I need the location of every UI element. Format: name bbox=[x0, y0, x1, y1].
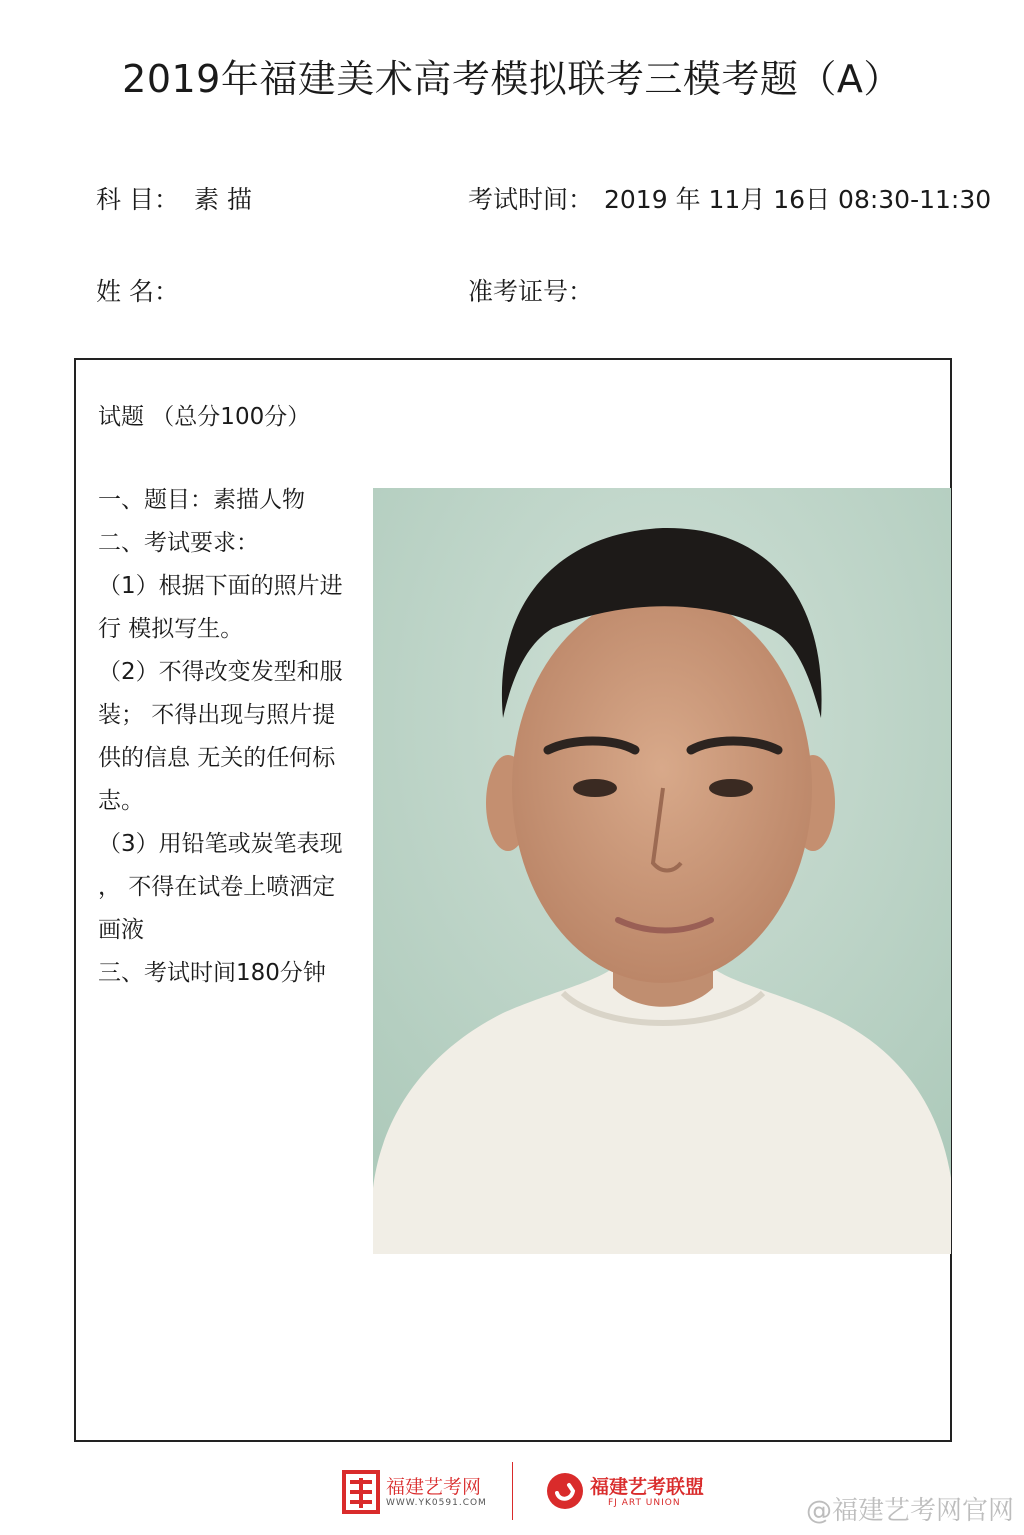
footer-divider bbox=[512, 1462, 513, 1520]
yk0591-logo-cn: 福建艺考网 bbox=[386, 1476, 482, 1498]
subject-label: 科 目： bbox=[96, 185, 179, 214]
requirement-line: （1）根据下面的照片进 bbox=[98, 573, 343, 599]
fj-art-union-cn: 福建艺考联盟 bbox=[590, 1476, 705, 1498]
portrait-illustration bbox=[373, 488, 951, 1254]
reference-photo bbox=[373, 488, 951, 1254]
weibo-watermark: @福建艺考网官网 bbox=[805, 1496, 1014, 1526]
subject-value: 素 描 bbox=[194, 185, 252, 214]
page-title: 2019年福建美术高考模拟联考三模考题（A） bbox=[122, 57, 902, 101]
fj-art-union-circle-icon bbox=[546, 1472, 584, 1510]
ticket-number-label: 准考证号： bbox=[468, 277, 594, 306]
exam-time-value: 2019 年 11月 16日 08:30-11:30 bbox=[604, 185, 992, 214]
requirement-line: （2）不得改变发型和服 bbox=[98, 659, 343, 685]
requirement-line: 一、题目：素描人物 bbox=[98, 487, 305, 513]
requirement-line: 画液 bbox=[98, 917, 144, 943]
requirement-line: 装； 不得出现与照片提 bbox=[98, 702, 336, 728]
requirement-line: 三、考试时间180分钟 bbox=[98, 960, 326, 986]
requirement-line: ， 不得在试卷上喷洒定 bbox=[98, 874, 336, 900]
requirement-line: （3）用铅笔或炭笔表现 bbox=[98, 831, 343, 857]
name-label: 姓 名： bbox=[96, 277, 179, 306]
yk0591-logo bbox=[342, 1468, 502, 1518]
exam-box bbox=[74, 358, 952, 1442]
yk0591-seal-icon bbox=[342, 1470, 380, 1514]
fj-art-union-en: FJ ART UNION bbox=[608, 1498, 681, 1508]
exam-time-label: 考试时间： bbox=[468, 185, 594, 214]
requirement-line: 行 模拟写生。 bbox=[98, 616, 244, 642]
yk0591-logo-url: WWW.YK0591.COM bbox=[386, 1498, 487, 1508]
requirement-line: 供的信息 无关的任何标 bbox=[98, 745, 336, 771]
requirement-line: 志。 bbox=[98, 788, 144, 814]
exam-heading: 试题 （总分100分） bbox=[98, 404, 311, 430]
fj-art-union-logo bbox=[546, 1468, 716, 1518]
requirement-line: 二、考试要求： bbox=[98, 530, 259, 556]
